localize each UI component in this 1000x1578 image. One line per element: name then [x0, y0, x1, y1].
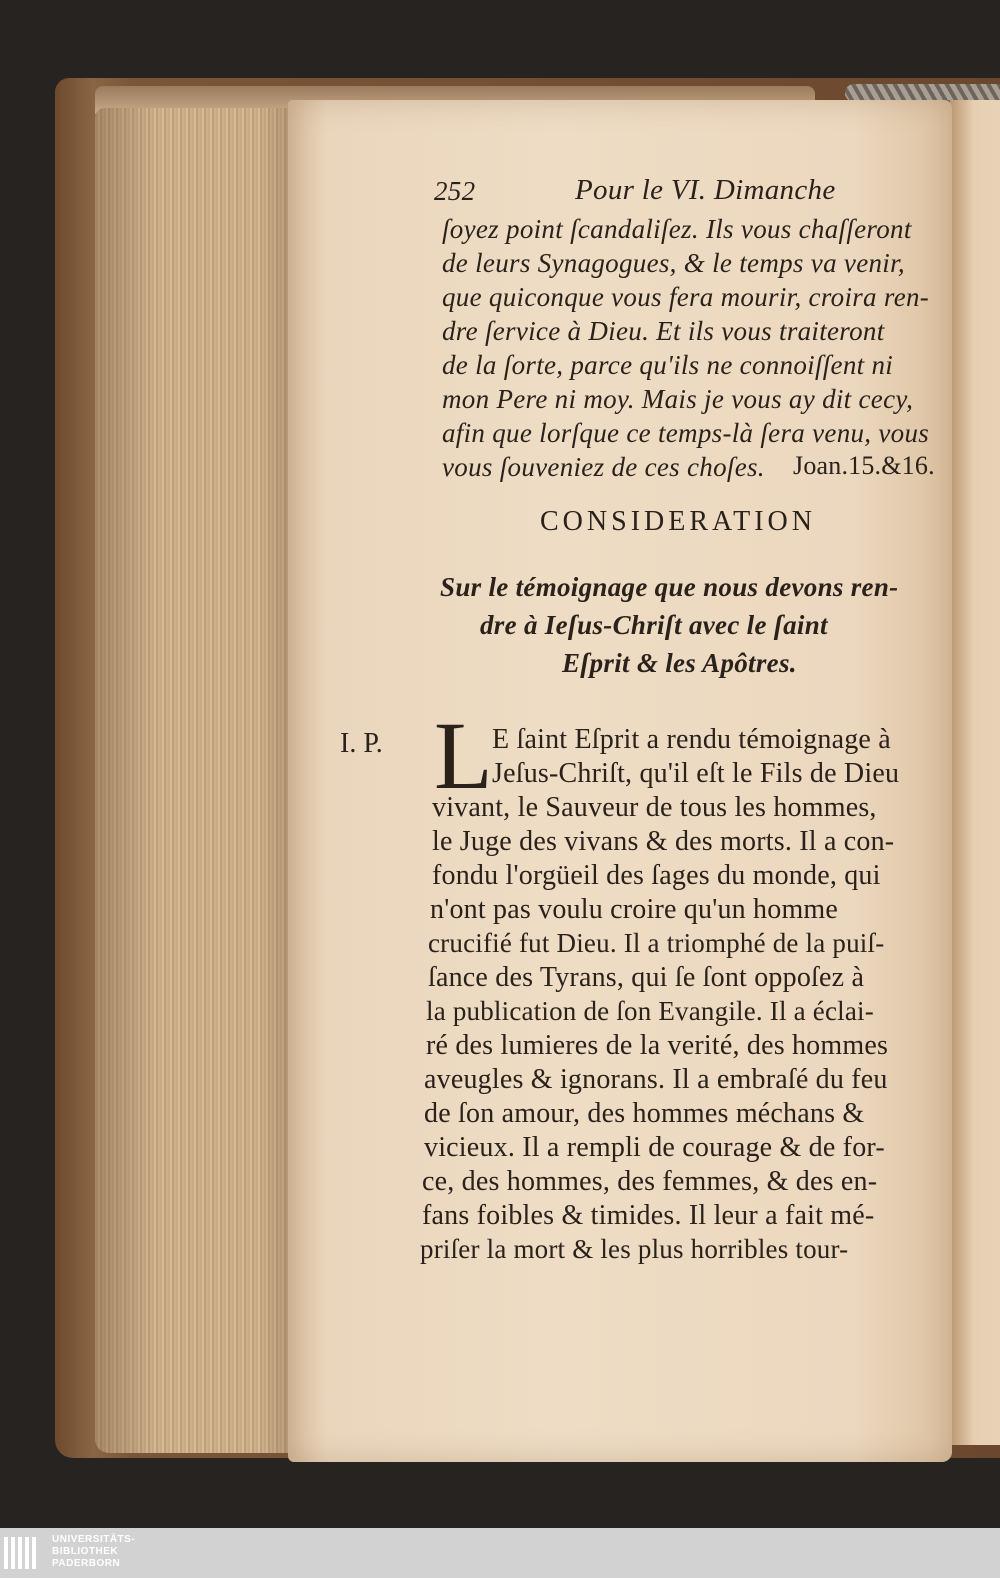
- body-line: ce, des hommes, des femmes, & des en-: [422, 1166, 878, 1197]
- body-line: de ſon amour, des hommes méchans &: [424, 1098, 865, 1129]
- subtitle-line: dre à Ieſus-Chriſt avec le ſaint: [480, 610, 828, 640]
- quotation-line: ſoyez point ſcandaliſez. Ils vous chaſſeront: [442, 214, 912, 244]
- facing-page-edge: [948, 100, 1000, 1445]
- body-line: aveugles & ignorans. Il a embraſé du feu: [424, 1064, 888, 1095]
- body-line: Jeſus-Chriſt, qu'il eſt le Fils de Dieu: [492, 758, 900, 789]
- drop-cap: L: [434, 702, 493, 809]
- quotation-line: de la ſorte, parce qu'ils ne connoiſſent ni: [442, 350, 894, 380]
- quotation-line: dre ſervice à Dieu. Et ils vous traiteront: [442, 316, 885, 346]
- library-logo-icon: [4, 1537, 44, 1569]
- page-number: 252: [434, 176, 476, 206]
- body-line: fondu l'orgüeil des ſages du monde, qui: [432, 860, 881, 891]
- body-line: fans foibles & timides. Il leur a fait mé-: [422, 1200, 875, 1231]
- quotation-line: que quiconque vous fera mourir, croira ren-: [442, 282, 930, 312]
- quotation-line: vous ſouveniez de ces choſes.: [442, 452, 765, 482]
- body-line: ſance des Tyrans, qui ſe ſont oppoſez à: [428, 962, 865, 993]
- body-line: E ſaint Eſprit a rendu témoignage à: [492, 724, 891, 755]
- body-line: vivant, le Sauveur de tous les hommes,: [432, 792, 877, 823]
- library-footer: [0, 1528, 1000, 1578]
- quotation-reference: Joan.15.&16.: [793, 451, 935, 480]
- body-line: la publication de ſon Evangile. Il a éclai-: [426, 996, 874, 1026]
- page-stack-edge: [95, 108, 300, 1453]
- body-line: ré des lumieres de la verité, des hommes: [426, 1030, 889, 1061]
- body-line: n'ont pas voulu croire qu'un homme: [430, 894, 839, 925]
- logo-line: UNIVERSITÄTS-: [52, 1534, 136, 1545]
- running-title: Pour le VI. Dimanche: [575, 174, 836, 206]
- quotation-line: mon Pere ni moy. Mais je vous ay dit cecy,: [442, 384, 914, 414]
- subtitle-line: Eſprit & les Apôtres.: [562, 648, 797, 678]
- body-line: priſer la mort & les plus horribles tour-: [420, 1234, 849, 1264]
- body-line: le Juge des vivans & des morts. Il a con-: [432, 826, 895, 857]
- body-line: vicieux. Il a rempli de courage & de for-: [424, 1132, 885, 1163]
- margin-mark: I. P.: [340, 728, 383, 759]
- logo-line: BIBLIOTHEK: [52, 1546, 119, 1557]
- logo-line: PADERBORN: [52, 1558, 121, 1569]
- section-heading: CONSIDERATION: [540, 506, 816, 537]
- body-line: crucifié fut Dieu. Il a triomphé de la puiſ-: [428, 928, 885, 958]
- quotation-line: de leurs Synagogues, & le temps va venir,: [442, 248, 905, 278]
- subtitle-line: Sur le témoignage que nous devons ren-: [440, 572, 899, 602]
- quotation-line: afin que lorſque ce temps-là ſera venu, vous: [442, 418, 930, 448]
- library-logo-text: [52, 1534, 135, 1570]
